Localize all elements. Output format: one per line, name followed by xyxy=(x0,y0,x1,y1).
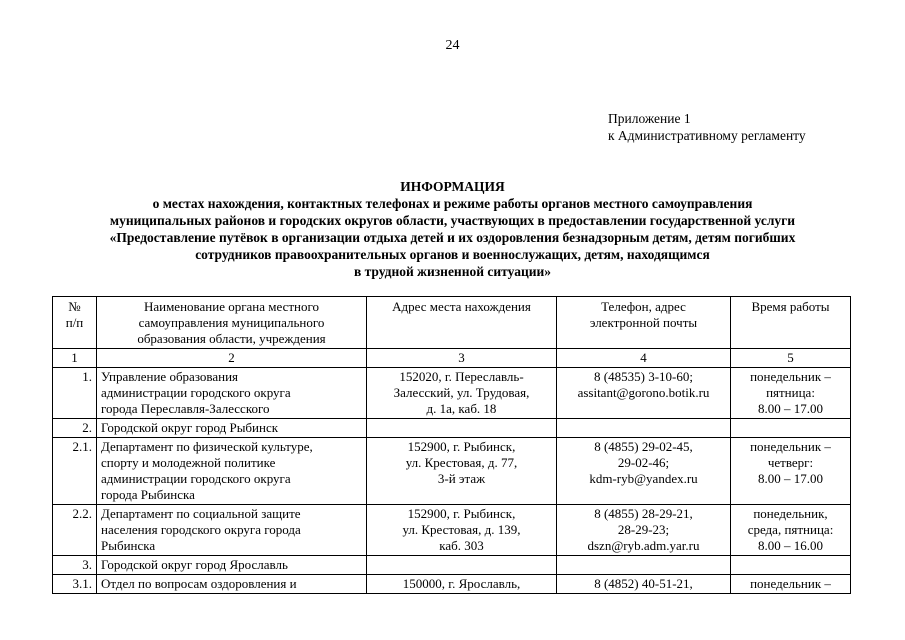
cell-line: assitant@gorono.botik.ru xyxy=(577,385,710,400)
title-heading: ИНФОРМАЦИЯ xyxy=(400,179,505,194)
table-header-row xyxy=(53,297,851,349)
header-contacts xyxy=(557,297,731,349)
cell-line: администрации городского округа xyxy=(101,471,291,486)
header-hours xyxy=(731,297,851,349)
column-number: 3 xyxy=(367,349,557,368)
header-address xyxy=(367,297,557,349)
organization-cell xyxy=(97,438,367,505)
cell-line: 152900, г. Рыбинск, xyxy=(407,439,516,454)
contacts-cell xyxy=(557,419,731,438)
title-line: сотрудников правоохранительных органов и военнослужащих, детям, находящимся xyxy=(195,247,710,262)
cell-line: 8 (48535) 3-10-60; xyxy=(594,369,693,384)
contacts-cell xyxy=(557,556,731,575)
hours-cell xyxy=(731,368,851,419)
row-number: 3.1. xyxy=(53,575,97,594)
organizations-table xyxy=(52,296,851,594)
address-cell xyxy=(367,556,557,575)
cell-line: населения городского округа города xyxy=(101,522,301,537)
table-row xyxy=(53,505,851,556)
organization-cell xyxy=(97,505,367,556)
cell-line: 152900, г. Рыбинск, xyxy=(407,506,516,521)
table-row xyxy=(53,438,851,505)
cell-line: четверг: xyxy=(767,455,814,470)
page-number: 24 xyxy=(445,38,460,53)
hours-cell xyxy=(731,505,851,556)
cell-line: города Переславля-Залесского xyxy=(101,401,270,416)
contacts-cell xyxy=(557,505,731,556)
organization-cell xyxy=(97,368,367,419)
contacts-cell xyxy=(557,368,731,419)
appendix-note xyxy=(608,110,806,144)
cell-line: 8.00 – 16.00 xyxy=(758,538,823,553)
cell-line: Городской округ город Ярославль xyxy=(101,557,288,572)
table-row xyxy=(53,556,851,575)
row-number: 2.1. xyxy=(53,438,97,505)
cell-line: каб. 303 xyxy=(439,538,484,553)
cell-line: 29-02-46; xyxy=(617,455,670,470)
cell-line: Городской округ город Рыбинск xyxy=(101,420,279,435)
cell-line: среда, пятница: xyxy=(747,522,834,537)
column-number: 5 xyxy=(731,349,851,368)
address-cell xyxy=(367,419,557,438)
table-body xyxy=(53,368,851,594)
header-line: п/п xyxy=(65,315,84,330)
organization-cell xyxy=(97,419,367,438)
cell-line: 8.00 – 17.00 xyxy=(758,401,823,416)
header-line: Наименование органа местного xyxy=(143,299,320,314)
cell-line: спорту и молодежной политике xyxy=(101,455,276,470)
header-line: Телефон, адрес xyxy=(601,299,686,314)
cell-line: 8 (4855) 28-29-21, xyxy=(594,506,693,521)
cell-line: ул. Крестовая, д. 77, xyxy=(405,455,518,470)
header-line: электронной почты xyxy=(589,315,698,330)
cell-line: 28-29-23; xyxy=(617,522,670,537)
cell-line: 8.00 – 17.00 xyxy=(758,471,823,486)
header-line: Адрес места нахождения xyxy=(392,299,531,314)
address-cell xyxy=(367,438,557,505)
appendix-line-2: к Административному регламенту xyxy=(608,128,806,143)
row-number: 3. xyxy=(53,556,97,575)
cell-line: Отдел по вопросам оздоровления и xyxy=(101,576,297,591)
header-line: образования области, учреждения xyxy=(137,331,326,346)
cell-line: 8 (4855) 29-02-45, xyxy=(594,439,693,454)
row-number: 2. xyxy=(53,419,97,438)
organization-cell xyxy=(97,556,367,575)
cell-line: понедельник – xyxy=(750,439,831,454)
cell-line: Управление образования xyxy=(101,369,239,384)
column-number: 4 xyxy=(557,349,731,368)
cell-line: понедельник – xyxy=(750,576,831,591)
cell-line: администрации городского округа xyxy=(101,385,291,400)
column-number-row xyxy=(53,349,851,368)
header-organization xyxy=(97,297,367,349)
title-line: в трудной жизненной ситуации» xyxy=(353,264,552,279)
cell-line: 8 (4852) 40-51-21, xyxy=(594,576,693,591)
cell-line: д. 1а, каб. 18 xyxy=(426,401,497,416)
table-row xyxy=(53,419,851,438)
address-cell xyxy=(367,575,557,594)
hours-cell xyxy=(731,438,851,505)
cell-line: dszn@ryb.adm.yar.ru xyxy=(587,538,700,553)
title-line: «Предоставление путёвок в организации отдыха детей и их оздоровления безнадзорным детям, детям погибших xyxy=(109,230,796,245)
address-cell xyxy=(367,505,557,556)
header-line: самоуправления муниципального xyxy=(138,315,325,330)
cell-line: ул. Крестовая, д. 139, xyxy=(402,522,521,537)
cell-line: Рыбинска xyxy=(101,538,156,553)
column-number: 2 xyxy=(97,349,367,368)
document-title xyxy=(0,178,905,280)
hours-cell xyxy=(731,556,851,575)
title-line: о местах нахождения, контактных телефонах и режиме работы органов местного самоуправления xyxy=(152,196,753,211)
cell-line: понедельник – xyxy=(750,369,831,384)
cell-line: понедельник, xyxy=(753,506,828,521)
header-line: Время работы xyxy=(751,299,830,314)
header-line: № xyxy=(68,299,81,314)
row-number: 1. xyxy=(53,368,97,419)
cell-line: города Рыбинска xyxy=(101,487,195,502)
cell-line: Залесский, ул. Трудовая, xyxy=(393,385,530,400)
column-number: 1 xyxy=(53,349,97,368)
cell-line: пятница: xyxy=(766,385,815,400)
header-number xyxy=(53,297,97,349)
cell-line: Департамент по социальной защите xyxy=(101,506,301,521)
cell-line: 152020, г. Переславль- xyxy=(399,369,524,384)
contacts-cell xyxy=(557,575,731,594)
address-cell xyxy=(367,368,557,419)
table-row xyxy=(53,368,851,419)
cell-line: 3-й этаж xyxy=(437,471,486,486)
cell-line: 150000, г. Ярославль, xyxy=(402,576,521,591)
cell-line: kdm-ryb@yandex.ru xyxy=(589,471,698,486)
cell-line: Департамент по физической культуре, xyxy=(101,439,313,454)
table-row xyxy=(53,575,851,594)
title-line: муниципальных районов и городских округов области, участвующих в предоставлении государственной услуги xyxy=(109,213,796,228)
hours-cell xyxy=(731,575,851,594)
hours-cell xyxy=(731,419,851,438)
organization-cell xyxy=(97,575,367,594)
appendix-line-1: Приложение 1 xyxy=(608,111,691,126)
row-number: 2.2. xyxy=(53,505,97,556)
contacts-cell xyxy=(557,438,731,505)
